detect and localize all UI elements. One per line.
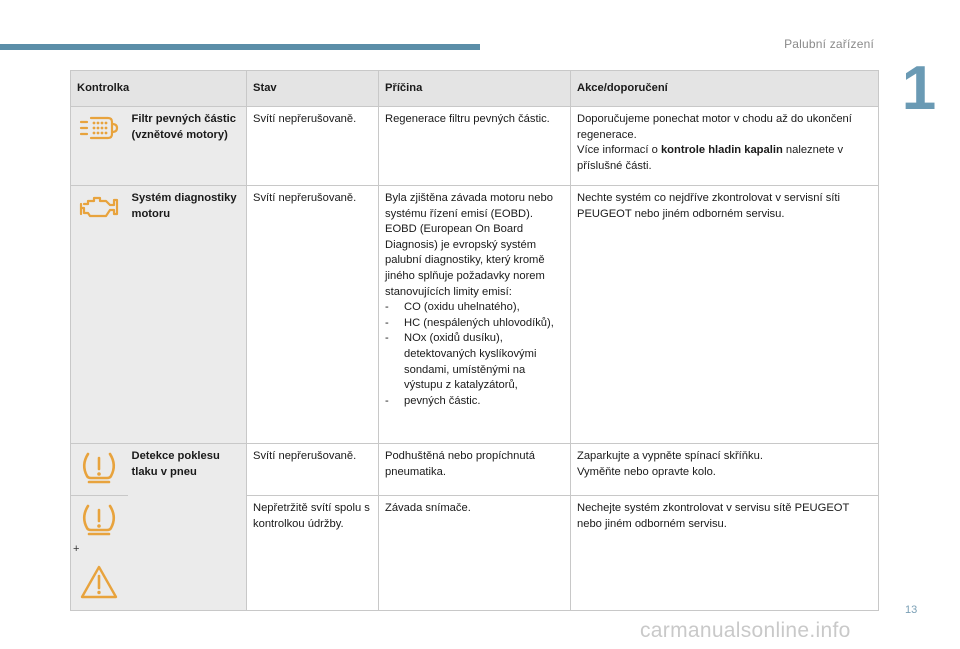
status-cell: Nepřetržitě svítí spolu s kontrolkou údržby. <box>247 496 379 611</box>
cause-cell: Závada snímače. <box>379 496 571 611</box>
action-cell <box>571 107 879 186</box>
tyre-pressure-icon <box>79 450 119 486</box>
action-text: Doporučujeme ponechat motor v chodu až do ukončení regenerace. <box>577 113 852 141</box>
table-row <box>71 444 879 496</box>
warning-name: Filtr pevných částic (vznětové motory) <box>128 107 247 186</box>
chapter-number: 1 <box>901 54 937 123</box>
list-item: - NOx (oxidů dusíku), detektovaných kyslíkovými sondami, umístěnými na výstupu z katalyzátorů, <box>385 331 564 393</box>
action-text-pre: Více informací o <box>577 144 661 157</box>
warning-name: Detekce poklesu tlaku v pneu <box>128 444 247 611</box>
status-cell: Svítí nepřerušovaně. <box>247 107 379 186</box>
table-header-row <box>71 71 879 107</box>
warning-triangle-icon <box>79 564 119 600</box>
particle-filter-icon <box>78 113 120 143</box>
cause-intro: Byla zjištěna závada motoru nebo systému řízení emisí (EOBD). <box>385 192 553 220</box>
icon-cell <box>71 107 128 186</box>
engine-check-icon <box>78 192 120 222</box>
list-item: - pevných částic. <box>385 394 564 410</box>
tyre-pressure-icon <box>79 502 119 538</box>
list-item: - CO (oxidu uhelnatého), <box>385 300 564 316</box>
header-bar <box>0 44 480 50</box>
warning-name: Systém diagnostiky motoru <box>128 186 247 444</box>
header-stav: Stav <box>247 71 379 107</box>
action-text-more: Vyměňte nebo opravte kolo. <box>577 465 716 478</box>
action-cell: Nechte systém co nejdříve zkontrolovat v servisní síti PEUGEOT nebo jiném odborném servisu. <box>571 186 879 444</box>
action-cell <box>571 444 879 496</box>
page-number: 13 <box>905 604 918 616</box>
header-kontrolka: Kontrolka <box>71 71 247 107</box>
cause-cell: Regenerace filtru pevných částic. <box>379 107 571 186</box>
list-item: - HC (nespálených uhlovodíků), <box>385 316 564 332</box>
status-cell: Svítí nepřerušovaně. <box>247 444 379 496</box>
action-text-bold: kontrole hladin kapalin <box>660 144 783 157</box>
action-text-more <box>577 143 872 174</box>
header-pricina: Příčina <box>379 71 571 107</box>
cause-para: EOBD (European On Board Diagnosis) je evropský systém palubní diagnostiky, který kromě jiného splňuje požadavky norem stanovujících limity emisí: <box>385 223 545 298</box>
watermark: carmanualsonline.info <box>640 619 851 642</box>
warning-lights-table <box>70 70 879 611</box>
table-row <box>71 186 879 444</box>
action-cell: Nechejte systém zkontrolovat v servisu sítě PEUGEOT nebo jiném odborném servisu. <box>571 496 879 611</box>
cause-cell: Podhuštěná nebo propíchnutá pneumatika. <box>379 444 571 496</box>
action-text: Zaparkujte a vypněte spínací skříňku. <box>577 450 763 462</box>
icon-cell <box>71 186 128 444</box>
emissions-list <box>385 300 564 409</box>
header-akce: Akce/doporučení <box>571 71 879 107</box>
section-name: Palubní zařízení <box>784 37 874 51</box>
status-cell: Svítí nepřerušovaně. <box>247 186 379 444</box>
icon-cell <box>71 496 128 611</box>
plus-sign: + <box>73 543 80 555</box>
cause-cell <box>379 186 571 444</box>
table-row <box>71 107 879 186</box>
action-text-post: naleznete v příslušné části. <box>577 144 844 172</box>
icon-cell <box>71 444 128 496</box>
